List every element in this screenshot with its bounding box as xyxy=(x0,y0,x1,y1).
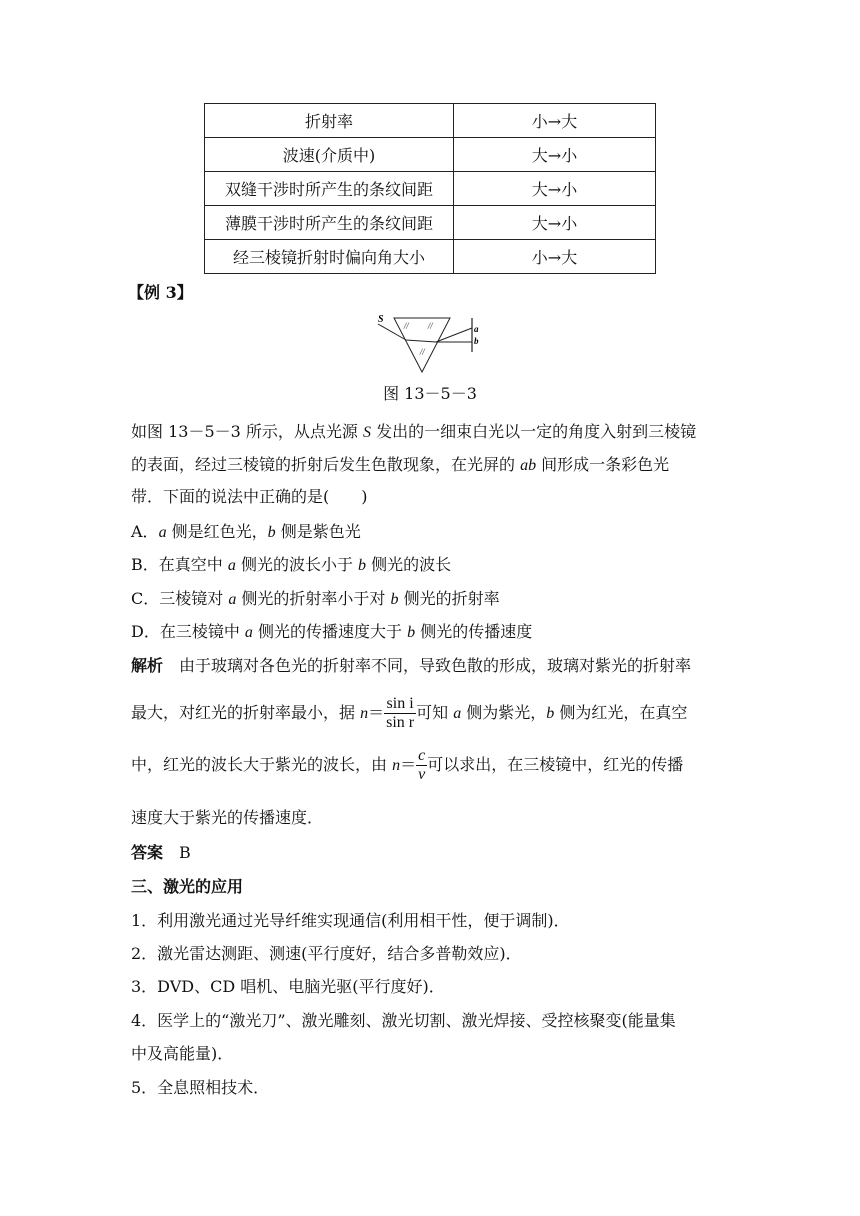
list-item: 4．医学上的“激光刀”、激光雕刻、激光切割、激光焊接、受控核聚变(能量集 xyxy=(131,1011,676,1030)
text: 侧为紫光， xyxy=(461,703,547,722)
text: B．在真空中 xyxy=(131,555,228,574)
text: A． xyxy=(131,522,159,541)
list-item: 2．激光雷达测距、测速(平行度好，结合多普勒效应)． xyxy=(131,944,522,963)
table-cell-property: 双缝干涉时所产生的条纹间距 xyxy=(205,172,454,206)
text: C．三棱镜对 xyxy=(131,589,229,608)
glass-hatch: // xyxy=(404,322,409,330)
variable: a xyxy=(228,591,237,608)
table-row xyxy=(205,206,656,240)
table-row xyxy=(205,240,656,274)
list-item: 中及高能量)． xyxy=(131,1044,234,1063)
text: 由于玻璃对各色光的折射率不同，导致色散的形成，玻璃对紫光的折射率 xyxy=(163,656,692,675)
text: 侧光的折射率 xyxy=(398,589,500,608)
answer-line xyxy=(131,843,191,863)
table-cell-property: 波速(介质中) xyxy=(205,138,454,172)
table-row xyxy=(205,138,656,172)
table-cell-property: 经三棱镜折射时偏向角大小 xyxy=(205,240,454,274)
option-c xyxy=(131,589,500,610)
text: 最大，对红光的折射率最小，据 xyxy=(131,703,361,722)
list-item: 3．DVD、CD 唱机、电脑光驱(平行度好)． xyxy=(131,977,445,996)
fraction-numerator: sin i xyxy=(384,695,416,714)
table-cell-property: 薄膜干涉时所产生的条纹间距 xyxy=(205,206,454,240)
text: 侧光的折射率小于对 xyxy=(236,589,391,608)
fraction-denominator: v xyxy=(418,766,426,783)
example-label: 【例 3】 xyxy=(128,283,193,302)
text: 侧光的波长小于 xyxy=(235,555,359,574)
question-line xyxy=(131,455,669,476)
analysis-line xyxy=(131,656,691,676)
option-b xyxy=(131,555,451,576)
analysis-line xyxy=(131,694,687,733)
glass-hatch: // xyxy=(420,348,425,356)
text: 侧光的传播速度大于 xyxy=(252,622,408,641)
question-line: 带．下面的说法中正确的是( ) xyxy=(131,487,368,506)
screen-label-a: a xyxy=(474,324,479,334)
prism-dispersion-figure xyxy=(376,310,484,376)
text: ＝ xyxy=(400,755,417,774)
option-d xyxy=(131,622,532,643)
variable: b xyxy=(546,705,555,722)
variable: a xyxy=(227,557,236,574)
variable: n xyxy=(360,705,369,722)
variable: b xyxy=(358,557,367,574)
fraction-numerator: c xyxy=(418,747,426,764)
analysis-line: 速度大于紫光的传播速度． xyxy=(131,808,324,827)
variable: b xyxy=(407,624,416,641)
text: 侧是紫色光 xyxy=(275,522,361,541)
text: 间形成一条彩色光 xyxy=(536,455,670,474)
text: 侧是红色光， xyxy=(166,522,268,541)
variable: S xyxy=(362,424,371,441)
text: 侧光的传播速度 xyxy=(415,622,533,641)
source-label-s: S xyxy=(378,314,384,325)
refracted-ray xyxy=(406,340,436,342)
option-a xyxy=(131,522,361,543)
text: 侧光的波长 xyxy=(366,555,452,574)
text: 发出的一细束白光以一定的角度入射到三棱镜 xyxy=(370,422,697,441)
table-cell-trend: 大→小 xyxy=(454,206,656,240)
variable: a xyxy=(453,705,462,722)
screen-label-b: b xyxy=(474,336,479,346)
text: 可以求出，在三棱镜中，红光的传播 xyxy=(427,755,684,774)
analysis-line xyxy=(131,746,683,785)
list-item: 1．利用激光通过光导纤维实现通信(利用相干性，便于调制)． xyxy=(131,911,570,930)
table-row xyxy=(205,104,656,138)
table-cell-trend: 小→大 xyxy=(454,104,656,138)
variable: a xyxy=(158,524,167,541)
dispersion-properties-table xyxy=(204,103,656,274)
glass-hatch: // xyxy=(428,322,433,330)
section-title: 三、激光的应用 xyxy=(131,877,244,896)
text: ＝ xyxy=(368,703,385,722)
text: 侧为红光，在真空 xyxy=(554,703,688,722)
variable: b xyxy=(267,524,276,541)
text: 如图 13－5－3 所示，从点光源 xyxy=(131,422,363,441)
variable: a xyxy=(244,624,253,641)
table-cell-property: 折射率 xyxy=(205,104,454,138)
table-cell-trend: 大→小 xyxy=(454,172,656,206)
text: D．在三棱镜中 xyxy=(131,622,245,641)
figure-caption: 图 13－5－3 xyxy=(383,384,477,403)
fraction-denominator: sin r xyxy=(386,714,415,731)
variable: b xyxy=(390,591,399,608)
table-cell-trend: 大→小 xyxy=(454,138,656,172)
list-item: 5．全息照相技术． xyxy=(131,1078,270,1097)
table-row xyxy=(205,172,656,206)
variable: n xyxy=(392,757,401,774)
text: 的表面，经过三棱镜的折射后发生色散现象，在光屏的 xyxy=(131,455,521,474)
variable: ab xyxy=(520,457,537,474)
snell-fraction xyxy=(384,695,416,732)
answer-value: B xyxy=(163,843,191,862)
speed-fraction xyxy=(416,747,427,784)
prism-shape xyxy=(394,318,450,372)
answer-label: 答案 xyxy=(131,843,164,862)
analysis-label: 解析 xyxy=(131,656,164,675)
text: 中，红光的波长大于紫光的波长，由 xyxy=(131,755,393,774)
question-line xyxy=(131,422,696,443)
table-cell-trend: 小→大 xyxy=(454,240,656,274)
text: 可知 xyxy=(416,703,454,722)
